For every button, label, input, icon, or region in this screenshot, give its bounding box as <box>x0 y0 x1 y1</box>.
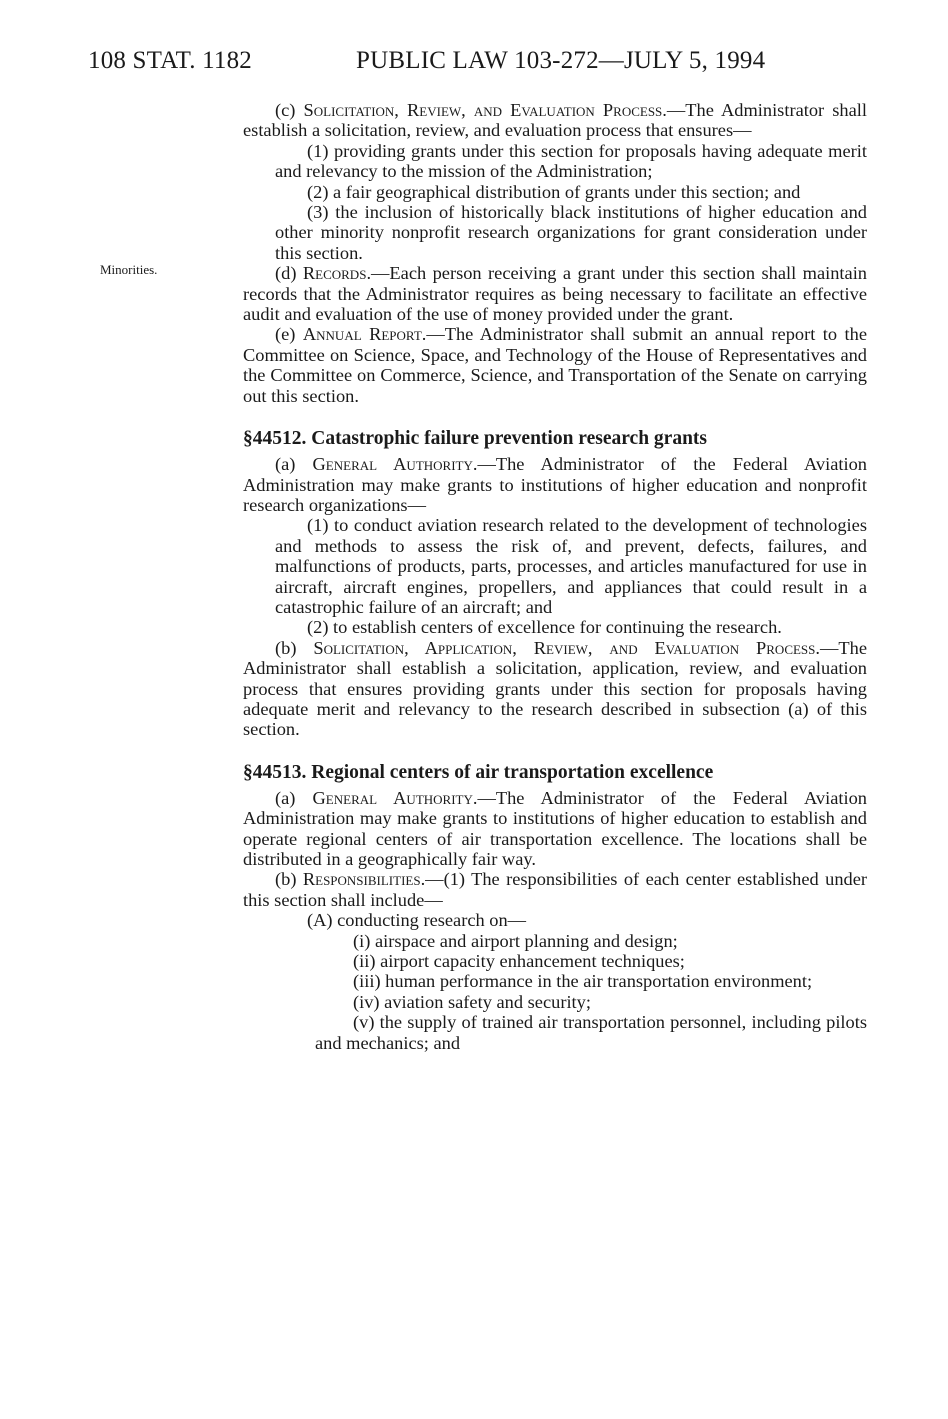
subsection-text: .—The Administrator shall submit an annual report to the Committee on Science, Space, and Technology of the House of Representatives and the Committee on Commerce, Science, and Transportation of the Senate on carrying out this section. <box>243 324 867 406</box>
subsection-label: (e) <box>275 324 303 345</box>
subparagraph-A: (A) conducting research on— <box>307 910 527 931</box>
section-heading-44512 <box>243 428 867 450</box>
subsection-e <box>243 324 867 406</box>
clause-iv: (iv) aviation safety and security; <box>353 991 591 1012</box>
subsection-heading: Solicitation, Application, Review, and Evaluation Process <box>313 637 816 658</box>
public-law-citation: PUBLIC LAW 103-272—JULY 5, 1994 <box>356 47 766 74</box>
subsection-text: .—Each person receiving a grant under this section shall maintain records that the Administrator requires as being necessary to facilitate an effective audit and evaluation of the use of money provided under the grant. <box>243 263 867 325</box>
subsection-label: (d) <box>275 263 303 284</box>
subsection-heading: Responsibilities <box>302 869 421 890</box>
subsection-label: (b) <box>275 869 303 890</box>
subsection-label: (a) <box>275 454 313 475</box>
section-sign: § <box>243 428 253 450</box>
statute-citation: 108 STAT. 1182 <box>88 47 252 74</box>
subsection-text: .—The Administrator of the Federal Aviation Administration may make grants to institutions of higher education and nonprofit research organizations— <box>243 454 868 515</box>
subsection-heading: General Authority <box>312 454 473 475</box>
document-body <box>243 100 867 1053</box>
subsection-c <box>243 100 867 141</box>
subsection-heading: General Authority <box>312 787 473 808</box>
paragraph-44512-a2: (2) to establish centers of excellence for continuing the research. <box>307 617 782 638</box>
subsection-heading: Solicitation, Review, and Evaluation Process <box>303 100 663 120</box>
subsection-44512-a <box>243 454 867 515</box>
subsection-heading: Records <box>302 263 367 284</box>
subsection-44513-a <box>243 788 867 870</box>
paragraph-c2: (2) a fair geographical distribution of grants under this section; and <box>307 181 801 202</box>
paragraph-c1: (1) providing grants under this section for proposals having adequate merit and relevancy to the mission of the Administration; <box>275 140 867 182</box>
subsection-d <box>243 263 867 324</box>
clause-ii: (ii) airport capacity enhancement techniques; <box>353 951 685 972</box>
subsection-text: .—(1) The responsibilities of each center established under this section shall include— <box>243 869 867 910</box>
clause-iii: (iii) human performance in the air transportation environment; <box>353 971 813 992</box>
section-sign: § <box>243 761 253 783</box>
paragraph-c3: (3) the inclusion of historically black institutions of higher education and other minority nonprofit research organizations for grant consideration under this section. <box>275 202 867 263</box>
clause-i: (i) airspace and airport planning and design; <box>353 930 678 951</box>
subsection-text: .—The Administrator shall establish a solicitation, review, and evaluation process that ensures— <box>243 100 868 141</box>
section-title: 44512. Catastrophic failure prevention research grants <box>252 428 708 450</box>
subsection-text: .—The Administrator shall establish a solicitation, application, review, and evaluation process that ensures providing grants under this section for proposals having adequate merit and relevancy to the research described in subsection (a) of this section. <box>243 637 867 740</box>
subsection-label: (c) <box>275 100 304 120</box>
subsection-label: (a) <box>275 787 313 808</box>
paragraph-44512-a1: (1) to conduct aviation research related to the development of technologies and methods to assess the risk of, and prevent, defects, failures, and malfunctions of products, parts, processes, and articles manufactured for use in aircraft, aircraft engines, propellers, and appliances that could result in a catastrophic failure of an aircraft; and <box>275 515 867 617</box>
margin-note: Minorities. <box>100 262 158 277</box>
section-title: 44513. Regional centers of air transportation excellence <box>252 761 714 783</box>
subsection-text: .—The Administrator of the Federal Aviation Administration may make grants to institutions of higher education to establish and operate regional centers of air transportation excellence. The locations shall be distributed in a geographically fair way. <box>243 787 868 869</box>
section-heading-44513 <box>243 762 867 784</box>
subsection-44513-b <box>243 869 867 910</box>
subsection-label: (b) <box>275 637 314 658</box>
clause-v: (v) the supply of trained air transportation personnel, including pilots and mechanics; and <box>315 1012 867 1053</box>
subsection-heading: Annual Report <box>302 324 422 345</box>
subsection-44512-b <box>243 638 867 740</box>
